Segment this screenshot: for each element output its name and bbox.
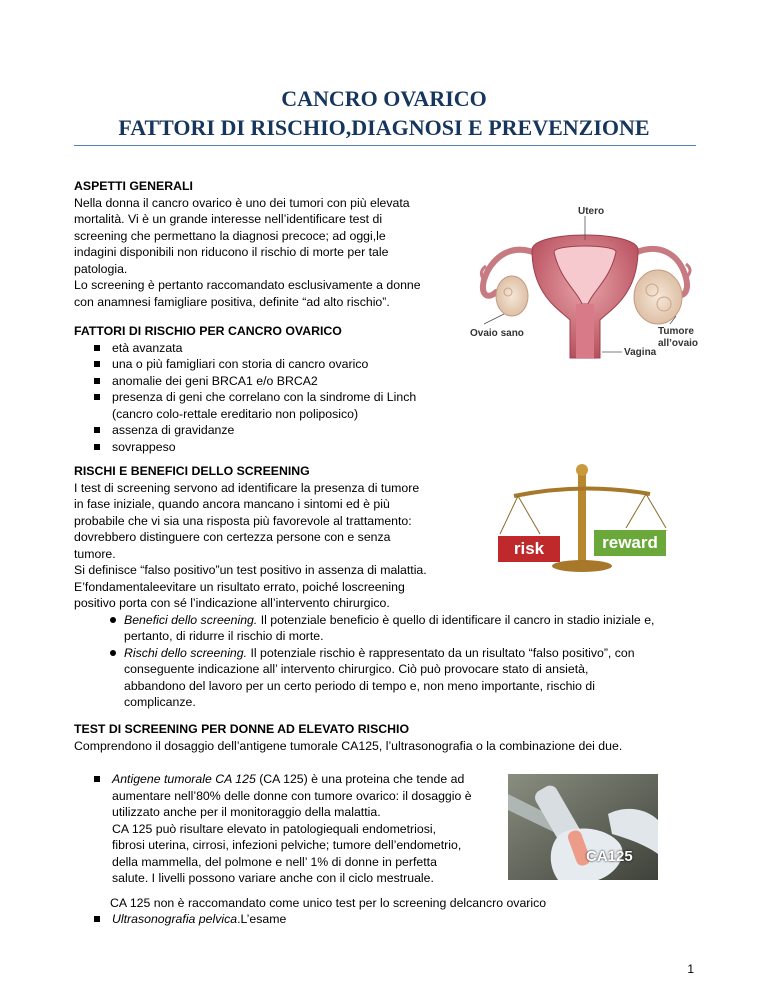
page-number: 1 [687, 962, 694, 976]
list-item-ultrasonografia [92, 911, 546, 928]
section-rischi-benefici [74, 463, 654, 711]
screening-bullets [74, 612, 654, 711]
risk-factor-list [92, 340, 416, 456]
risk-label: risk [513, 539, 545, 558]
ca125-photo [508, 774, 658, 880]
list-item: età avanzata [92, 340, 416, 357]
list-item: presenza di geni che correlano con la sindrome di Linch [92, 389, 416, 406]
list-item: anomalie dei geni BRCA1 e/o BRCA2 [92, 373, 416, 390]
list-item: una o più famigliari con storia di cancro ovarico [92, 356, 416, 373]
section-fattori-rischio [74, 323, 416, 455]
label-vagina: Vagina [624, 347, 657, 358]
section-heading: RISCHI E BENEFICI DELLO SCREENING [74, 464, 310, 478]
ca125-photo-label: CA125 [586, 848, 633, 865]
list-item: assenza di gravidanze [92, 422, 416, 439]
text-line: screening che permettano la diagnosi precoce; ad oggi,le [74, 228, 386, 243]
benefici-text: Il potenziale beneficio è quello di identificare il cancro in stadio iniziale e, [257, 612, 655, 627]
text-line: probabile che vi sia una risposta più favorevole al trattamento: [74, 513, 412, 528]
uterus-illustration [470, 200, 700, 370]
ca125-title: Antigene tumorale CA 125 [112, 772, 256, 786]
us-title: Ultrasonografia pelvica [112, 912, 238, 926]
text-line: Comprendono il dosaggio dell’antigene tumorale CA125, l’ultrasonografia o la combinazione dei due. [74, 738, 623, 753]
text-line: positivo porta con sé l’indicazione all’intervento chirurgico. [74, 596, 390, 610]
text-line: fibrosi uterina, cirrosi, infezioni pelviche; tumore dell’endometrio, [112, 838, 462, 852]
text-line: Si definisce “falso positivo”un test positivo in assenza di malattia. [74, 563, 427, 577]
text-line: tumore. [74, 546, 116, 561]
section-test-screening [74, 721, 622, 754]
text-line: abbandono del lavoro per un certo periodo di tempo e, non meno importante, rischio di [124, 678, 595, 693]
text-line: indagini disponibili non riducono il rischio di morte per tale [74, 245, 389, 259]
label-tumore-ovaio [658, 326, 698, 350]
label-tumore-line2: all’ovaio [658, 338, 699, 349]
reward-label: reward [602, 533, 658, 552]
text-line: aumentare nell’80% delle donne con tumore ovarico: il dosaggio è [112, 788, 472, 803]
text-line: pertanto, di ridurre il rischio di morte. [124, 629, 324, 643]
section-heading: TEST DI SCREENING PER DONNE AD ELEVATO RISCHIO [74, 722, 410, 736]
rischi-title: Rischi dello screening. [124, 645, 248, 660]
ca125-note: CA 125 non è raccomandato come unico test per lo screening delcancro ovarico [110, 895, 547, 910]
screening-test-list [92, 771, 546, 928]
label-utero: Utero [578, 206, 605, 217]
text-line: Nella donna il cancro ovarico è uno dei tumori con più elevata [74, 195, 410, 210]
title-line-2: FATTORI DI RISCHIO,DIAGNOSI E PREVENZIONE [118, 115, 650, 140]
label-tumore-line1: Tumore [658, 326, 694, 337]
list-item-ca125 [92, 771, 546, 911]
text-line: mortalità. Vi è un grande interesse nell’identificare test di [74, 212, 383, 226]
list-item-rischi [74, 645, 654, 711]
section-aspetti-generali [74, 178, 421, 310]
text-line: conseguente indicazione all’ intervento chirurgico. Ciò può provocare stato di ansietà, [124, 662, 589, 676]
text-line: con anamnesi famigliare positiva, definite “ad alto rischio”. [74, 294, 390, 309]
text-line: CA 125 può risultare elevato in patologiequali endometriosi, [112, 821, 437, 836]
text-line: in fase iniziale, quando ancora mancano i sintomi ed è più [74, 497, 390, 511]
text-line: dovrebbero distinguere con certezza persone con e senza [74, 530, 391, 544]
text-line: salute. I livelli possono variare anche con il ciclo mestruale. [112, 871, 434, 885]
text-line: E’fondamentaleevitare un risultato errato, poiché loscreening [74, 579, 405, 594]
section-heading: FATTORI DI RISCHIO PER CANCRO OVARICO [74, 324, 342, 338]
rischi-text: Il potenziale rischio è rappresentato da un risultato “falso positivo”, con [247, 645, 635, 660]
us-text: .L’esame [237, 912, 287, 926]
title-rule [74, 145, 696, 146]
list-item-benefici [74, 612, 654, 645]
spacer [112, 887, 546, 895]
ca125-item [92, 771, 546, 928]
text-line: patologia. [74, 261, 128, 276]
list-item-continuation: (cancro colo-rettale ereditario non poliposico) [112, 406, 359, 421]
text-line: complicanze. [124, 695, 196, 709]
text-line: I test di screening servono ad identificare la presenza di tumore [74, 480, 420, 495]
title-line-1: CANCRO OVARICO [281, 86, 487, 111]
ca125-text: (CA 125) è una proteina che tende ad [255, 772, 465, 786]
section-heading: ASPETTI GENERALI [74, 179, 193, 193]
text-line: della mammella, del polmone e nell’ 1% di donne in perfetta [112, 854, 437, 869]
label-ovaio-sano: Ovaio sano [470, 328, 524, 339]
text-line: utilizzato anche per il monitoraggio della malattia. [112, 805, 381, 819]
benefici-title: Benefici dello screening. [124, 612, 258, 627]
text-line: Lo screening è pertanto raccomandato esclusivamente a donne [74, 278, 421, 292]
list-item: sovrappeso [92, 439, 416, 456]
